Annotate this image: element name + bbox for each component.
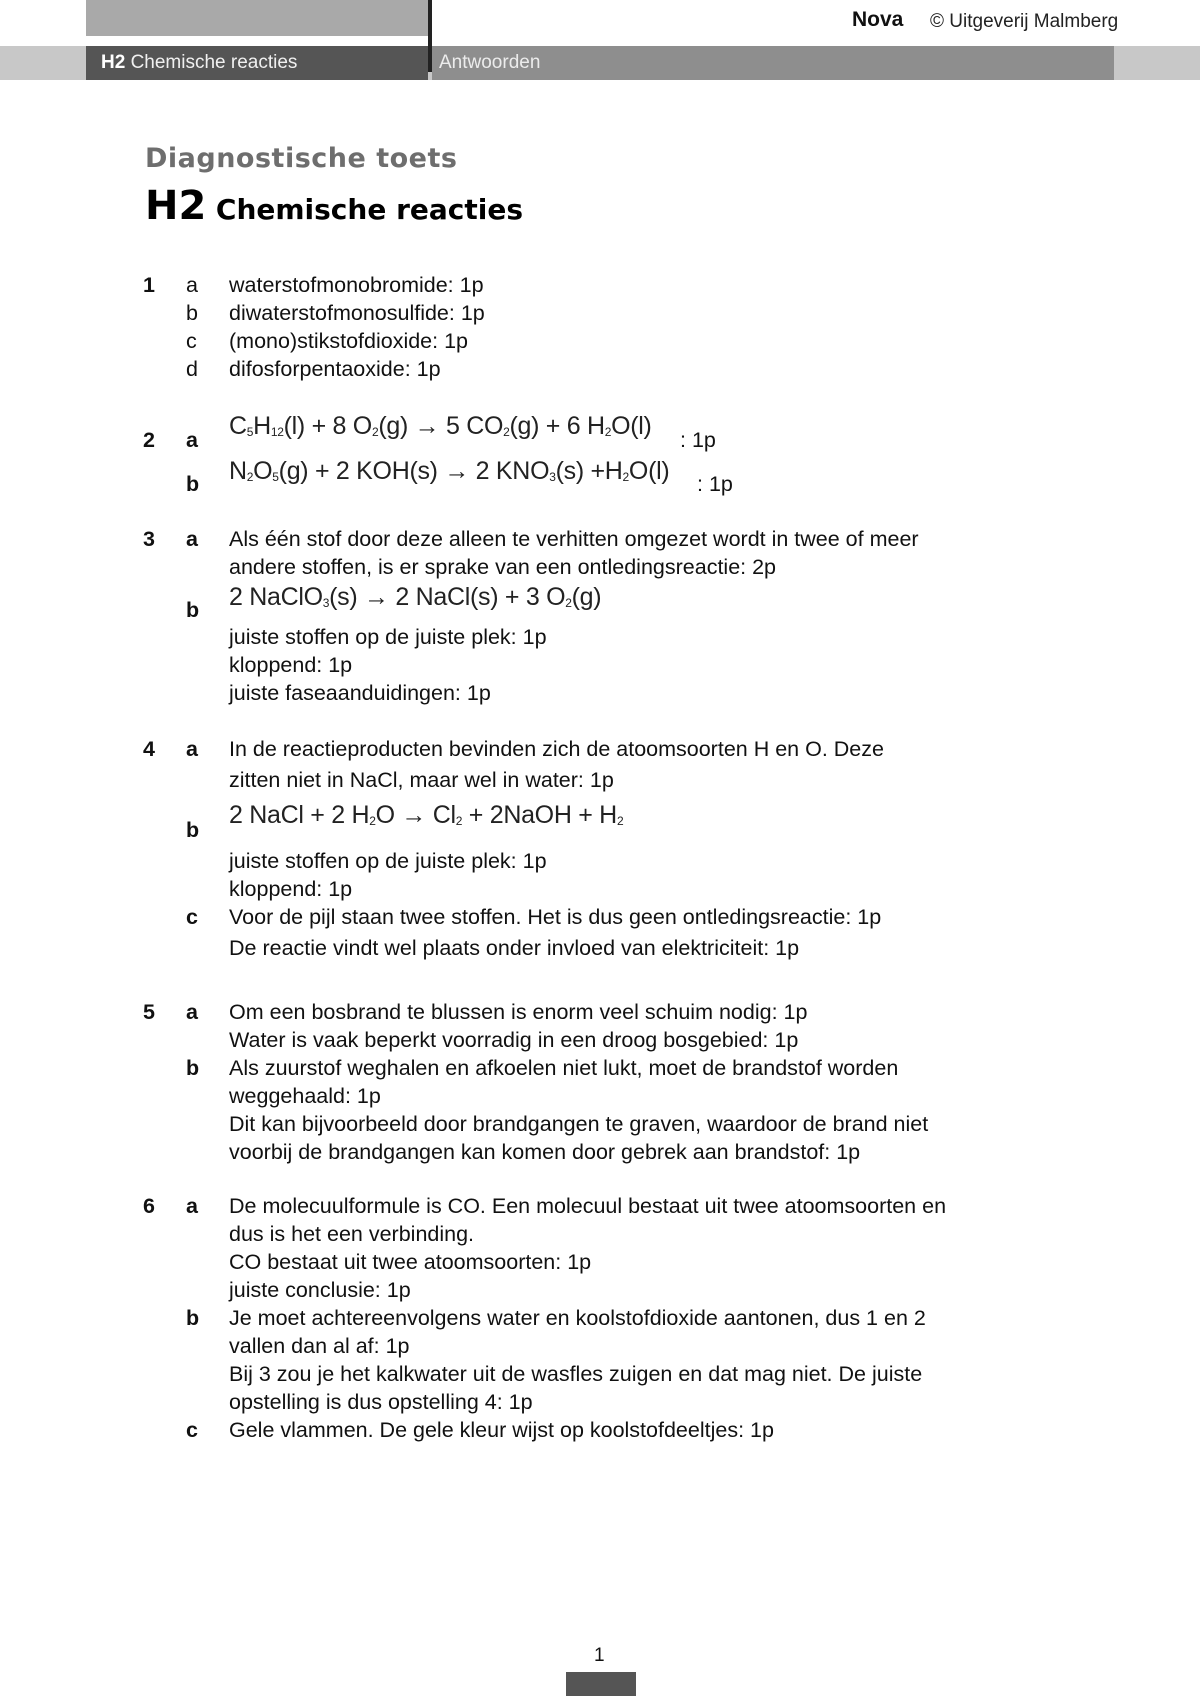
- answer-text: diwaterstofmonosulfide: 1p: [229, 301, 485, 325]
- answer-text: opstelling is dus opstelling 4: 1p: [229, 1390, 533, 1414]
- subscript: 2: [565, 596, 572, 610]
- header-chapter-name: Chemische reacties: [130, 52, 298, 73]
- answer-text: Als zuurstof weghalen en afkoelen niet lukt, moet de brandstof worden: [229, 1056, 899, 1080]
- points: : 1p: [697, 472, 733, 496]
- answer-text: (mono)stikstofdioxide: 1p: [229, 329, 468, 353]
- subscript: 5: [272, 470, 279, 484]
- answer-text: Je moet achtereenvolgens water en koolstofdioxide aantonen, dus 1 en 2: [229, 1306, 926, 1330]
- answer-text: Om een bosbrand te blussen is enorm veel schuim nodig: 1p: [229, 1000, 808, 1024]
- subscript: 2: [503, 425, 510, 439]
- answer-text: difosforpentaoxide: 1p: [229, 357, 441, 381]
- answer-text: In de reactieproducten bevinden zich de atoomsoorten H en O. Deze: [229, 737, 884, 761]
- part-letter: c: [186, 329, 197, 353]
- answer-text: Als één stof door deze alleen te verhitten omgezet wordt in twee of meer: [229, 527, 919, 551]
- reaction-equation: $N_2O_5(g) + 2$ KOH(s) → 2 $KNO_3(s) +H_2O(l)$: [229, 457, 670, 485]
- page-number: 1: [594, 1645, 605, 1666]
- part-letter: b: [186, 472, 200, 496]
- answer-text: kloppend: 1p: [229, 877, 353, 901]
- copyright: © Uitgeverij Malmberg: [930, 11, 1119, 32]
- page-title: [145, 183, 523, 229]
- answer-text: juiste stoffen op de juiste plek: 1p: [229, 625, 547, 649]
- part-letter: a: [186, 428, 198, 452]
- answer-text: CO bestaat uit twee atoomsoorten: 1p: [229, 1250, 592, 1274]
- part-letter: a: [186, 273, 198, 297]
- answer-text: weggehaald: 1p: [229, 1084, 381, 1108]
- part-letter: b: [186, 818, 200, 842]
- answer-text: waterstofmonobromide: 1p: [229, 273, 484, 297]
- reaction-equation: 2 NaCl + 2 $H_2O \to Cl_2$ + 2NaOH + $H_2$: [229, 801, 624, 829]
- subscript: 2: [455, 814, 463, 828]
- answer-text: Voor de pijl staan twee stoffen. Het is dus geen ontledingsreactie: 1p: [229, 905, 882, 929]
- answer-text: juiste stoffen op de juiste plek: 1p: [229, 849, 547, 873]
- answer-text: Bij 3 zou je het kalkwater uit de wasfles zuigen en dat mag niet. De juiste: [229, 1362, 923, 1386]
- subscript: 12: [270, 425, 284, 439]
- answer-text: Water is vaak beperkt voorradig in een droog bosgebied: 1p: [229, 1028, 799, 1052]
- header-section: Antwoorden: [439, 52, 541, 73]
- answer-text: kloppend: 1p: [229, 653, 353, 677]
- title-chapter-name: Chemische reacties: [215, 193, 524, 226]
- answer-text: dus is het een verbinding.: [229, 1222, 475, 1246]
- part-letter: b: [186, 301, 198, 325]
- part-letter: d: [186, 357, 198, 381]
- question-number: 5: [143, 1000, 155, 1024]
- header-tab-top: [86, 0, 428, 36]
- subscript: 3: [549, 470, 556, 484]
- answer-text: juiste faseaanduidingen: 1p: [229, 681, 491, 705]
- part-letter: c: [186, 905, 198, 929]
- part-letter: a: [186, 1000, 198, 1024]
- question-number: 2: [143, 428, 155, 452]
- subscript: 2: [369, 814, 376, 828]
- answer-text: Dit kan bijvoorbeeld door brandgangen te graven, waardoor de brand niet: [229, 1112, 929, 1136]
- brand-name: Nova: [852, 8, 904, 31]
- part-letter: c: [186, 1418, 198, 1442]
- answer-text: zitten niet in NaCl, maar wel in water: 1p: [229, 768, 614, 792]
- question-number: 3: [143, 527, 155, 551]
- page-subtitle: Diagnostische toets: [145, 143, 458, 174]
- reaction-equation: $C_5H_{12}(l) + 8$ $O_2(g) \to 5$ $CO_2(g) + 6$ $H_2O(l)$: [229, 412, 652, 440]
- subscript: 2: [371, 425, 379, 439]
- part-letter: b: [186, 598, 200, 622]
- part-letter: a: [186, 527, 198, 551]
- header-divider: [428, 0, 432, 72]
- reaction-equation: 2 NaClO$_3$(s) → 2 NaCl(s) + 3 $O_2(g)$: [229, 583, 602, 611]
- answer-text: De reactie vindt wel plaats onder invloed van elektriciteit: 1p: [229, 936, 800, 960]
- header-chapter-code: H2: [101, 52, 126, 73]
- answer-text: De molecuulformule is CO. Een molecuul bestaat uit twee atoomsoorten en: [229, 1194, 947, 1218]
- subscript: 2: [246, 470, 254, 484]
- answer-text: Gele vlammen. De gele kleur wijst op koolstofdeeltjes: 1p: [229, 1418, 774, 1442]
- question-number: 4: [143, 737, 155, 761]
- answer-text: vallen dan al af: 1p: [229, 1334, 410, 1358]
- part-letter: a: [186, 1194, 198, 1218]
- part-letter: b: [186, 1056, 200, 1080]
- subscript: 2: [622, 470, 629, 484]
- title-chapter-code: H2: [145, 183, 207, 229]
- subscript: 2: [604, 425, 612, 439]
- question-number: 6: [143, 1194, 155, 1218]
- answer-text: andere stoffen, is er sprake van een ontledingsreactie: 2p: [229, 555, 777, 579]
- question-number: 1: [143, 273, 155, 297]
- subscript: 5: [246, 425, 254, 439]
- points: : 1p: [680, 428, 716, 452]
- subscript: 2: [616, 814, 624, 828]
- footer-tab: [566, 1672, 636, 1696]
- subscript: 3: [322, 596, 330, 610]
- part-letter: b: [186, 1306, 200, 1330]
- header-chapter: [101, 46, 297, 80]
- answer-text: juiste conclusie: 1p: [229, 1278, 411, 1302]
- answer-text: voorbij de brandgangen kan komen door gebrek aan brandstof: 1p: [229, 1140, 861, 1164]
- part-letter: a: [186, 737, 198, 761]
